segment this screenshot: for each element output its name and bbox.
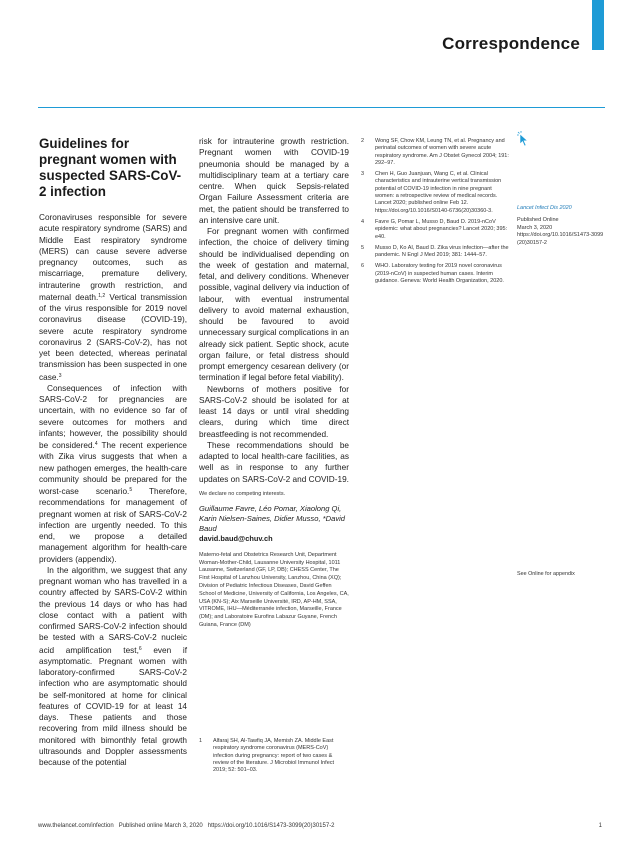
competing-interests: We declare no competing interests. [199,490,286,497]
sidebar [517,205,607,247]
reference-item: 1 Alfaraj SH, Al-Tawfiq JA, Memish ZA. Middle East respiratory syndrome coronavirus (MERS-CoV) infection during pregnancy: report of two cases & review of the literature. J Microbiol Immunol Infect 2019; 52: 501–03. [199,738,335,774]
see-online-note: See Online for appendix [517,571,575,577]
reference-item: 4 Favre G, Pomar L, Musso D, Baud D. 2019-nCoV epidemic: what about pregnancies? Lancet 2020; 395: e40. [361,218,508,240]
reference-item: 3 Chen H, Guo Juanjuan, Wang C, et al. Clinical characteristics and intrauterine vertical transmission potential of COVID-19 infection in nine pregnant women: a retrospective review of medical records. Lancet 2020; published online Feb 12. https://doi.org/10.1016/S0140-6736(20)30360-3. [361,171,502,214]
header-rule [38,107,605,108]
footer-info: www.thelancet.com/infection Published online March 3, 2020 https://doi.org/10.1016/S1473-3099(20)30157-2 [38,823,335,829]
reference-list [361,138,509,289]
paragraph-5: For pregnant women with confirmed infection, the choice of delivery timing should be individualised depending on the week of gestation and maternal, fetal, and delivery conditions. Whenever possible, vaginal delivery via induction of labour, with eventual instrumental delivery to avoid maternal exhaustion, should be favoured to avoid unnecessary surgical complications in an already sick patient. Septic shock, acute organ failure, or fetal distress should prompt emergency cesarean delivery (or termination if legal before fetal viability). [199,227,349,383]
section-title: Correspondence [442,34,580,53]
published-label: Published Online [517,217,559,224]
paragraph-7: These recommendations should be adapted to local health-care facilities, as well as in response to any further updates on SARS-CoV-2 and COVID-19. [199,440,349,484]
journal-citation: Lancet Infect Dis 2020 [517,205,572,211]
column-2 [199,136,349,630]
paragraph-4: risk for intrauterine growth restriction. Pregnant women with COVID-19 pneumonia should be managed by a multidisciplinary team at a tertiary care centre. When quick Sepsis-related Organ Failure Assessment criteria are met, the patient should be transferred to an intensive care unit. [199,137,349,225]
section-tab [592,0,604,50]
pointer-cursor-icon [517,131,531,145]
article-title: Guidelines for pregnant women with suspected SARS-CoV-2 infection [39,136,182,199]
doi-link[interactable]: https://doi.org/10.1016/S1473-3099(20)30157-2 [517,232,604,246]
paragraph-3: In the algorithm, we suggest that any pregnant woman who has travelled in a country affected by SARS-CoV-2 within the previous 14 days or who has had close contact with a patient with confirmed SARS-CoV-2 infection should be tested with a SARS-CoV-2 nucleic acid amplification test,$^6$ even if asymptomatic. Pregnant women with laboratory-confirmed SARS-CoV-2 infection who are asymptomatic should be self-monitored at home for clinical features of COVID-19 for at least 14 days. These patients and those recovering from mild illness should be monitored with bimonthly fetal growth ultrasounds and Doppler assessments because of the potential [39,565,187,767]
reference-item: 5 Musso D, Ko AI, Baud D. Zika virus infection—after the pandemic. N Engl J Med 2019; 381: 1444–57. [361,244,509,259]
published-date: March 3, 2020 [517,224,553,231]
author-list: Guillaume Favre, Léo Pomar, Xiaolong Qi, Karin Nielsen-Saines, Didier Musso, *David Baud [199,503,346,533]
paragraph-6: Newborns of mothers positive for SARS-CoV-2 should be isolated for at least 14 days or until viral shedding clears, during which time direct breastfeeding is not recommended. [199,384,349,439]
page-number: 1 [598,823,602,829]
author-email[interactable]: david.baud@chuv.ch [199,533,273,543]
reference-list-first [199,738,349,778]
reference-item: 6 WHO. Laboratory testing for 2019 novel coronavirus (2019-nCoV) in suspected human cases. Interim guidance. Geneva: World Health Organization, 2020. [361,263,504,285]
reference-item: 2 Wong SF, Chow KM, Leung TN, et al. Pregnancy and perinatal outcomes of women with severe acute respiratory syndrome. Am J Obstet Gynecol 2004; 191: 292–97. [361,138,509,166]
paragraph-1: Coronaviruses responsible for severe acute respiratory syndrome (SARS) and Middle East respiratory syndrome (MERS) can cause severe adverse pregnancy outcomes, such as miscarriage, premature delivery, intrauterine growth restriction, and maternal death.$^{1,2}$ Vertical transmission of the virus responsible for 2019 novel coronavirus disease (COVID-19), severe acute respiratory syndrome coronavirus 2 (SARS-CoV-2), has not yet been detected, whereas perinatal transmission has been suspected in one case.$^3$ [39,213,187,382]
affiliations: Materno-fetal and Obstetrics Research Unit, Department Woman-Mother-Child, Lausanne University Hospital, 1011 Lausanne, Switzerland (GF, LP, DB); CHESS Center, The First Hospital of Lanzhou University, Lanzhou, China (XQ); Division of Pediatric Infectious Diseases, David Geffen School of Medicine, University of California, Los Angeles, CA, USA (KN-S); Aix Marseille Université, IRD, AP-HM, SSA, VITROME, IHU—Méditerranée infection, Marseille, France (DM); and Laboratoire Eurofins Labazur Guyane, French Guiana, France (DM) [199,551,349,628]
paragraph-2: Consequences of infection with SARS-CoV-2 for pregnancies are uncertain, with no evidence so far of severe outcomes for mothers and infants; however, the possibility should be considered.$^4$ The recent experience with Zika virus suggests that when a new pathogen emerges, the health-care community should be prepared for the worst-case scenario.$^5$ Therefore, recommendations for management of pregnant women at risk of SARS-CoV-2 infection are urgently needed. To this end, we propose a detailed management algorithm for health-care providers (appendix). [39,383,188,564]
column-1 [39,136,187,768]
